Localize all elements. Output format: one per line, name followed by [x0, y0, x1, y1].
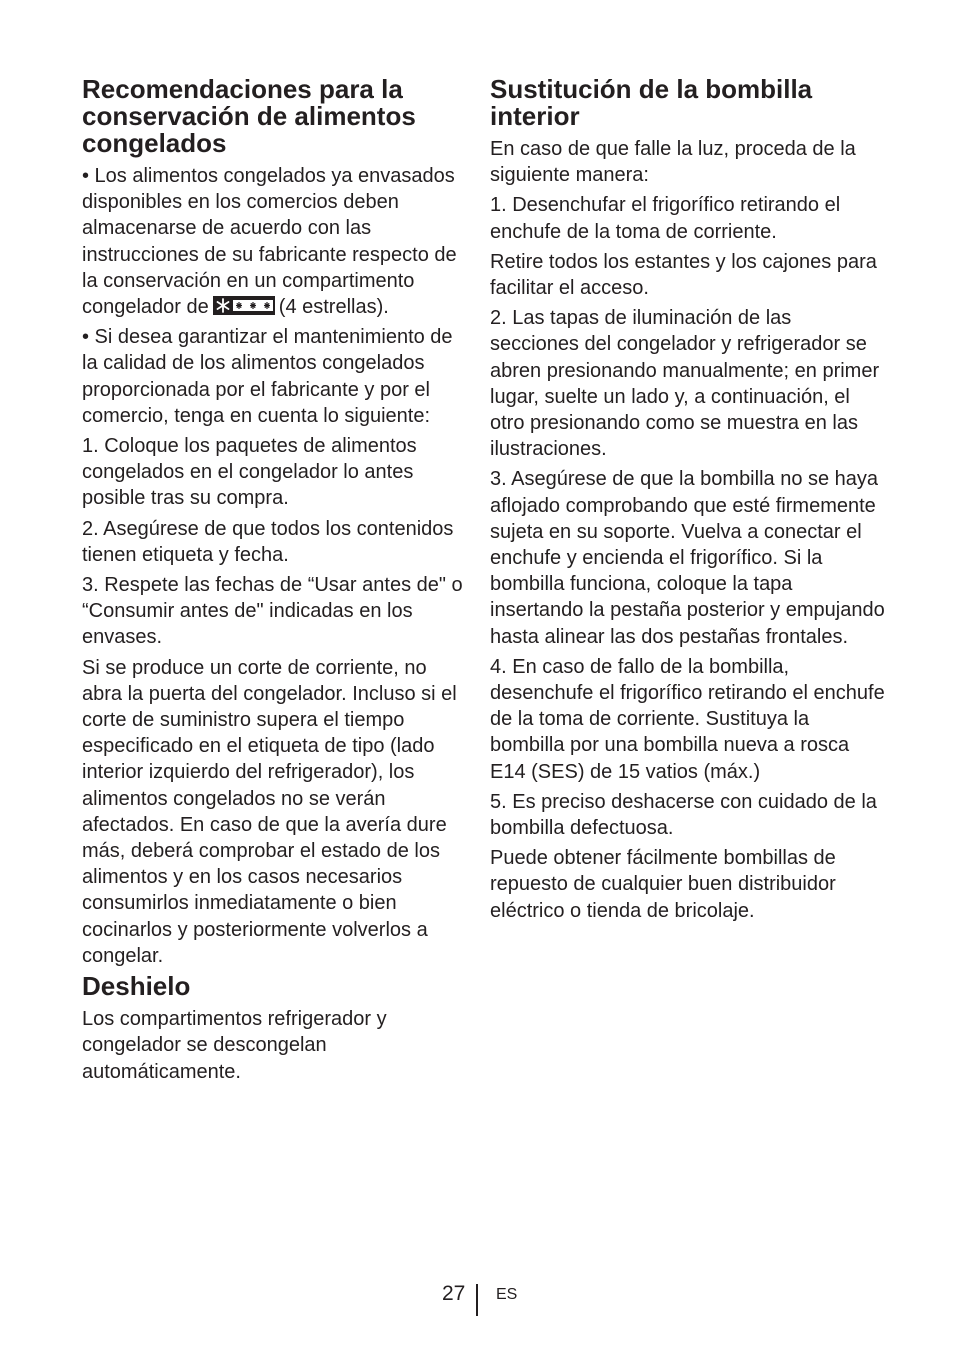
page-footer [0, 1280, 954, 1316]
paragraph-power-cut: Si se produce un corte de corriente, no abra la puerta del congelador. Incluso si el corte de suministro supera el tiempo especificado en el etiqueta de tipo (lado interior izquierdo del refrigerador), los alimentos congelados no se verán afectados. En caso de que la avería dure más, deberá comprobar el estado de los alimentos y en los casos necesarios consumirlos inmediatamente o bien cocinarlos y posteriormente volverlos a congelar. [82, 656, 457, 967]
bulb-step-1: 1. Desenchufar el frigorífico retirando el enchufe de la toma de corriente. [490, 194, 841, 243]
section-title-defrost: Deshielo [82, 971, 191, 1002]
right-column [490, 76, 885, 928]
list-item-1: 1. Coloque los paquetes de alimentos congelados en el congelador lo antes posible tras su compra. [82, 435, 417, 510]
footer-divider [476, 1284, 478, 1316]
paragraph-bulb-intro: En caso de que falle la luz, proceda de la siguiente manera: [490, 138, 856, 187]
section-title-frozen-food: Recomendaciones para la conservación de alimentos congelados [82, 74, 416, 158]
list-item-2: 2. Asegúrese de que todos los contenidos tienen etiqueta y fecha. [82, 517, 454, 566]
bulb-step-3: 3. Asegúrese de que la bombilla no se haya aflojado comprobando que esté firmemente sujeta en su soporte. Vuelva a conectar el enchufe y encienda el frigorífico. Si la bombilla funciona, coloque la tapa insertando la pestaña posterior y empujando hasta alinear las dos pestañas frontales. [490, 468, 885, 648]
paragraph-frozen-storage [82, 163, 472, 320]
left-column [82, 76, 472, 1089]
list-item-3: 3. Respete las fechas de “Usar antes de" o “Consumir antes de" indicadas en los envases. [82, 574, 463, 649]
bulb-step-2: 2. Las tapas de iluminación de las secciones del congelador y refrigerador se abren presionando manualmente; en primer lugar, suelte un lado y, a continuación, el otro presionando como se muestra en las ilustraciones. [490, 307, 880, 461]
bulb-step-5: 5. Es preciso deshacerse con cuidado de la bombilla defectuosa. [490, 790, 877, 840]
bulb-step-4: 4. En caso de fallo de la bombilla, desenchufe el frigorífico retirando el enchufe de la toma de corriente. Sustituya la bombilla por una bombilla nueva a rosca E14 (SES) de 15 vatios (máx.) [490, 655, 885, 783]
four-star-freezer-icon [213, 296, 275, 315]
paragraph-frozen-storage-suffix: (4 estrellas). [278, 296, 389, 319]
paragraph-quality: • Si desea garantizar el mantenimiento de la calidad de los alimentos congelados proporcionada por el fabricante y por el comercio, tenga en cuenta lo siguiente: [82, 326, 453, 427]
page-number: 27 [442, 1282, 466, 1305]
paragraph-remove-shelves: Retire todos los estantes y los cajones para facilitar el acceso. [490, 250, 877, 300]
paragraph-defrost: Los compartimentos refrigerador y congelador se descongelan automáticamente. [82, 1008, 387, 1083]
paragraph-spare-bulbs: Puede obtener fácilmente bombillas de repuesto de cualquier buen distribuidor eléctrico o tienda de bricolaje. [490, 847, 836, 922]
language-code: ES [496, 1286, 518, 1303]
paragraph-frozen-storage-text: • Los alimentos congelados ya envasados disponibles en los comercios deben almacenarse de acuerdo con las instrucciones de su fabricante respecto de la conservación en un compartimento congelador de [82, 165, 457, 319]
section-title-bulb: Sustitución de la bombilla interior [490, 74, 813, 131]
